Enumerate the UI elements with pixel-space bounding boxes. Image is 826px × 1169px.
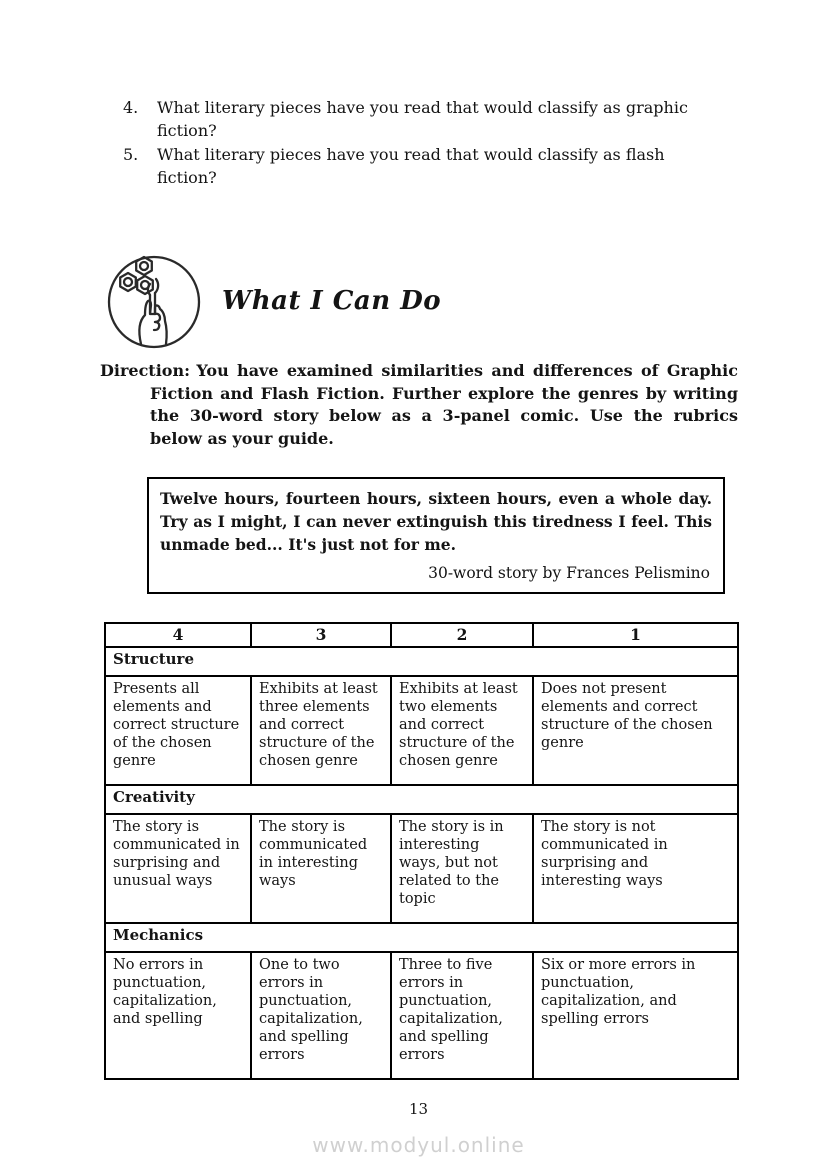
list-item xyxy=(123,144,826,189)
list-item-text: What literary pieces have you read that would classify as flash fiction? xyxy=(157,145,665,187)
story-text: Twelve hours, fourteen hours, sixteen hours, even a whole day. Try as I might, I can never extinguish this tiredness I feel. This unmade bed... It's just not for me. xyxy=(160,489,712,554)
rubric-cell: No errors in punctuation, capitalization, and spelling xyxy=(105,952,251,1079)
rubric-cell: The story is not communicated in surprising and interesting ways xyxy=(533,814,738,923)
section-title: What I Can Do xyxy=(222,286,442,316)
rubric-header-row xyxy=(105,623,738,647)
story-attribution: 30-word story by Frances Pelismino xyxy=(428,564,710,582)
rubric-cell: Three to five errors in punctuation, capitalization, and spelling errors xyxy=(391,952,533,1079)
table-row xyxy=(105,814,738,923)
rubric-cell: One to two errors in punctuation, capitalization, and spelling errors xyxy=(251,952,391,1079)
story-box xyxy=(147,477,725,594)
rubric-header-cell: 1 xyxy=(533,623,738,647)
rubric-section-row xyxy=(105,647,738,676)
hand-wrench-icon xyxy=(104,251,204,351)
section-header xyxy=(104,251,826,351)
rubric-header-cell: 2 xyxy=(391,623,533,647)
watermark: www.modyul.online xyxy=(312,1133,525,1157)
question-list xyxy=(123,0,826,189)
rubric-cell: Exhibits at least three elements and correct structure of the chosen genre xyxy=(251,676,391,785)
page-number: 13 xyxy=(408,1100,429,1118)
rubric-cell: Presents all elements and correct structure of the chosen genre xyxy=(105,676,251,785)
rubric-cell: Exhibits at least two elements and correct structure of the chosen genre xyxy=(391,676,533,785)
rubric-cell: Does not present elements and correct structure of the chosen genre xyxy=(533,676,738,785)
rubric-cell: Six or more errors in punctuation, capitalization, and spelling errors xyxy=(533,952,738,1079)
rubric-cell: The story is in interesting ways, but not related to the topic xyxy=(391,814,533,923)
table-row xyxy=(105,952,738,1079)
table-row xyxy=(105,676,738,785)
rubric-cell: The story is communicated in surprising and unusual ways xyxy=(105,814,251,923)
direction-paragraph xyxy=(100,360,738,450)
rubric-header-cell: 3 xyxy=(251,623,391,647)
rubric-section-row xyxy=(105,785,738,814)
direction-label: Direction: xyxy=(100,361,190,380)
direction-text: You have examined similarities and differences of Graphic Fiction and Flash Fiction. Further explore the genres by writing the 30-word story below as a 3-panel comic. Use the rubrics below as your guide. xyxy=(150,361,738,448)
list-item-number: 4. xyxy=(123,98,139,117)
rubric-cell: The story is communicated in interesting ways xyxy=(251,814,391,923)
rubric-section-label: Creativity xyxy=(105,785,738,814)
rubric-section-label: Mechanics xyxy=(105,923,738,952)
rubric-section-row xyxy=(105,923,738,952)
list-item-text: What literary pieces have you read that would classify as graphic fiction? xyxy=(157,98,688,140)
rubric-header-cell: 4 xyxy=(105,623,251,647)
rubric-section-label: Structure xyxy=(105,647,738,676)
list-item-number: 5. xyxy=(123,145,139,164)
rubric-table xyxy=(104,622,739,1080)
list-item xyxy=(123,97,826,142)
